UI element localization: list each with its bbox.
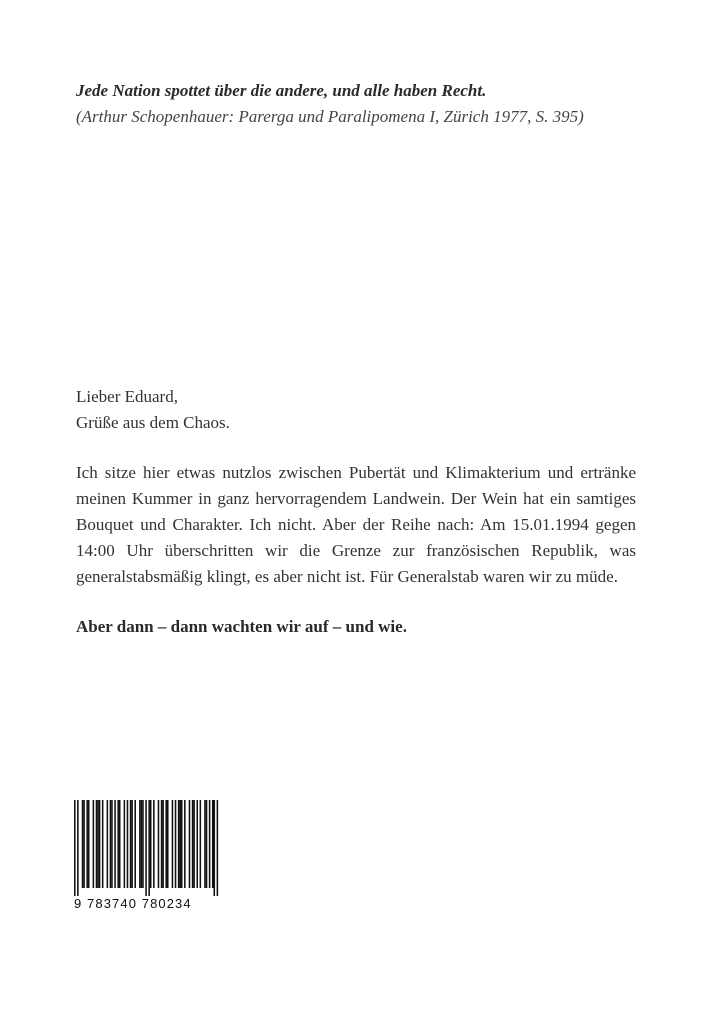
barcode-bar [117,800,119,888]
epigraph [76,78,676,130]
barcode-bar [200,800,202,888]
letter-text [76,384,636,640]
closing-line: Aber dann – dann wachten wir auf – und wie. [76,617,407,636]
salutation: Lieber Eduard, [76,387,178,406]
barcode-bar [158,800,160,888]
barcode-bar [204,800,206,888]
epigraph-source: (Arthur Schopenhauer: Parerga und Paralipomena I, Zürich 1977, S. 395) [76,107,584,126]
barcode-bar [148,800,150,896]
barcode-bar [131,800,133,888]
barcode-bar [193,800,195,888]
barcode-bar [150,800,152,888]
barcode-bar [175,800,177,888]
barcode-bar [111,800,113,888]
barcode-bar [212,800,214,888]
barcode-bar [74,800,76,896]
barcode-bar [102,800,104,888]
barcode-bar [161,800,163,888]
barcode-bar [179,800,181,888]
barcode-bar [162,800,164,888]
barcode-bar [110,800,112,888]
barcode-bar [209,800,211,888]
barcode-bar [139,800,141,888]
barcode-bars [74,800,224,896]
barcode-bar [119,800,121,888]
letter-body: Ich sitze hier etwas nutzlos zwischen Pubertät und Klimakterium und ertränke meinen Kummer in ganz hervorragendem Landwein. Der Wein hat ein samtiges Bouquet und Charakter. Ich nicht. Aber der Reihe nach: Am 15.01.1994 gegen 14:00 Uhr überschritten wir die Grenze zur französischen Republik, was generalstabsmäßig klingt, es aber nicht ist. Für Generalstab waren wir zu müde. [76,463,636,586]
barcode-bar [196,800,198,888]
barcode-bar [96,800,98,888]
barcode-bar [153,800,155,888]
barcode-bar [189,800,191,888]
barcode-bar [82,800,84,888]
barcode-bar [83,800,85,888]
barcode-bar [114,800,116,888]
barcode-bar [130,800,132,888]
greeting: Grüße aus dem Chaos. [76,413,230,432]
epigraph-quote: Jede Nation spottet über die andere, und alle haben Recht. [76,81,487,100]
barcode-bar [127,800,129,888]
barcode-bar [217,800,219,896]
barcode-bar [214,800,216,896]
barcode-bar [86,800,88,888]
barcode-bar [172,800,174,888]
barcode-bar [141,800,143,888]
barcode-bar [206,800,208,888]
barcode-bar [165,800,167,888]
barcode-bar [97,800,99,888]
barcode-bar [99,800,101,888]
barcode-bar [93,800,95,888]
barcode-bar [145,800,147,896]
barcode-bar [134,800,136,888]
barcode-bar [107,800,109,888]
isbn-number: 9 783740 780234 [74,896,192,911]
barcode-bar [178,800,180,888]
barcode-bar [167,800,169,888]
barcode-bar [181,800,183,888]
barcode-bar [77,800,79,896]
barcode-bar [88,800,90,888]
barcode-bar [142,800,144,888]
barcode-bar [124,800,126,888]
barcode-bar [192,800,194,888]
barcode-bar [184,800,186,888]
